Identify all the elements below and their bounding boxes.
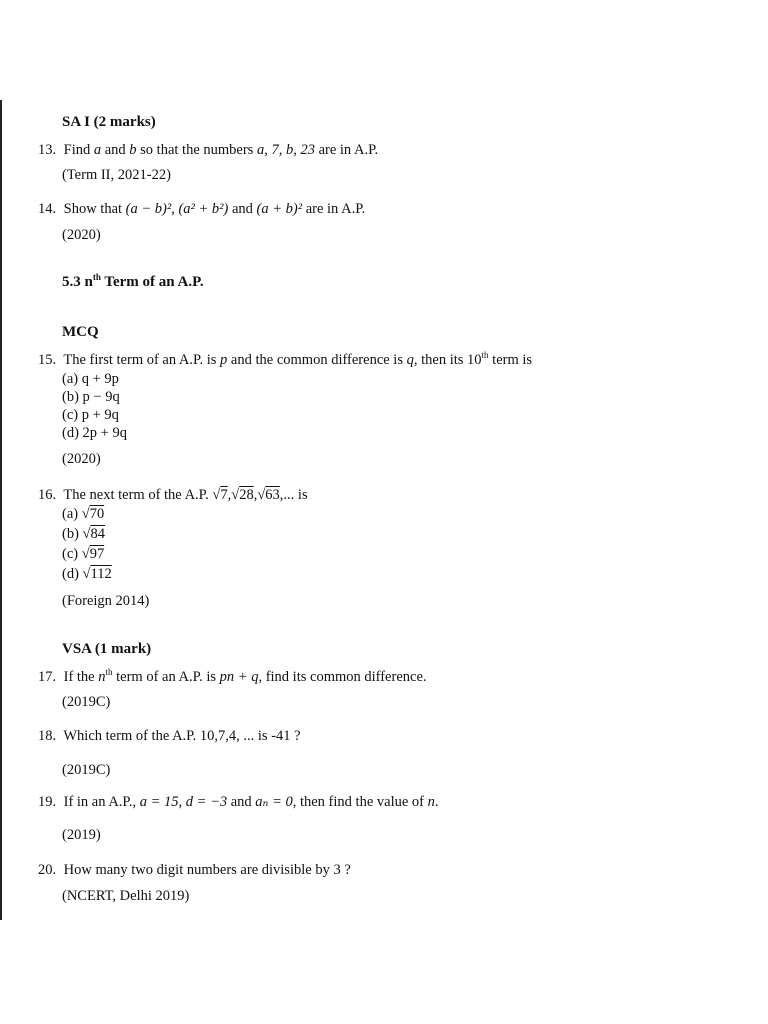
question-text: . xyxy=(434,794,439,810)
question-number: 18. xyxy=(38,728,57,744)
sqrt-icon: √ xyxy=(82,566,91,582)
question-19-source: (2019) xyxy=(62,827,101,843)
question-text: ,... is xyxy=(279,487,308,503)
question-number: 16. xyxy=(38,487,57,503)
sqrt-icon: √ xyxy=(81,546,90,562)
question-number: 13. xyxy=(38,142,57,158)
math-var: p xyxy=(220,352,228,368)
question-16 xyxy=(38,486,308,504)
option-b xyxy=(62,525,105,543)
question-text: If in an A.P., xyxy=(63,794,140,810)
math-var: a xyxy=(93,142,102,158)
question-text: Show that xyxy=(63,201,126,217)
comma: , xyxy=(253,487,258,503)
question-14-source: (2020) xyxy=(62,227,101,243)
option-b: (b) p − 9q xyxy=(62,389,120,405)
question-18 xyxy=(38,727,301,745)
question-15 xyxy=(38,351,532,369)
option-label: (a) xyxy=(62,506,82,522)
math-expression: (a − b)² xyxy=(125,201,172,217)
question-20-source: (NCERT, Delhi 2019) xyxy=(62,888,190,904)
question-text: , then find the value of xyxy=(292,794,428,810)
math-expression: a, 7, b, 23 xyxy=(256,142,315,158)
question-text: and xyxy=(228,201,257,217)
topic-heading xyxy=(62,273,204,291)
page-left-border xyxy=(0,100,2,920)
question-17-source: (2019C) xyxy=(62,694,111,710)
question-text: term of an A.P. is xyxy=(112,669,220,685)
option-d: (d) 2p + 9q xyxy=(62,425,127,441)
question-text: are in A.P. xyxy=(302,201,366,217)
radicand: 7 xyxy=(220,487,228,503)
option-label: (b) xyxy=(62,526,83,542)
question-text: , find its common difference. xyxy=(258,669,427,685)
sqrt-icon: √ xyxy=(257,487,266,503)
math-expression: (a + b)² xyxy=(256,201,303,217)
sqrt-icon: √ xyxy=(82,526,91,542)
superscript: th xyxy=(105,667,113,678)
radicand: 97 xyxy=(89,546,105,562)
option-c: (c) p + 9q xyxy=(62,407,119,423)
radicand: 28 xyxy=(239,487,254,503)
question-text: and xyxy=(101,142,130,158)
math-var: n xyxy=(427,794,435,810)
question-text: If the xyxy=(63,669,99,685)
question-15-source: (2020) xyxy=(62,451,101,467)
question-text: are in A.P. xyxy=(314,142,379,158)
option-d xyxy=(62,565,112,583)
radicand: 63 xyxy=(265,487,280,503)
section-heading-mcq: MCQ xyxy=(62,324,99,340)
option-label: (c) xyxy=(62,546,82,562)
question-text: The next term of the A.P. xyxy=(63,487,213,503)
question-text: Which term of the A.P. 10,7,4, ... is -41 ? xyxy=(63,728,301,744)
option-a: (a) q + 9p xyxy=(62,371,119,387)
question-18-source: (2019C) xyxy=(62,762,111,778)
question-17 xyxy=(38,668,427,686)
option-a xyxy=(62,505,104,523)
question-text: so that the numbers xyxy=(136,142,257,158)
question-number: 17. xyxy=(38,669,57,685)
question-text: , xyxy=(171,201,179,217)
math-expression: aₙ = 0 xyxy=(255,794,293,810)
question-14 xyxy=(38,200,365,218)
question-number: 14. xyxy=(38,201,57,217)
question-text: Find xyxy=(63,142,94,158)
math-var: n xyxy=(98,669,106,685)
sqrt-icon: √ xyxy=(231,487,240,503)
math-expression: pn + q xyxy=(219,669,259,685)
question-13-source: (Term II, 2021-22) xyxy=(62,167,171,183)
question-number: 20. xyxy=(38,862,57,878)
question-text: and the common difference is xyxy=(227,352,407,368)
option-label: (d) xyxy=(62,566,83,582)
question-number: 15. xyxy=(38,352,57,368)
topic-number: 5.3 n xyxy=(62,274,93,290)
question-16-source: (Foreign 2014) xyxy=(62,593,150,609)
question-text: term is xyxy=(488,352,533,368)
superscript: th xyxy=(92,272,101,282)
topic-title: Term of an A.P. xyxy=(100,274,204,290)
math-expression: (a² + b²) xyxy=(178,201,229,217)
radicand: 70 xyxy=(89,506,105,522)
question-13 xyxy=(38,141,378,159)
question-19 xyxy=(38,793,438,811)
option-c xyxy=(62,545,104,563)
section-heading-sa1: SA I (2 marks) xyxy=(62,114,156,130)
math-var: b xyxy=(129,142,137,158)
comma: , xyxy=(227,487,232,503)
question-text: The first term of an A.P. is xyxy=(63,352,221,368)
question-number: 19. xyxy=(38,794,57,810)
question-text: and xyxy=(227,794,256,810)
radicand: 112 xyxy=(90,566,112,582)
question-20 xyxy=(38,861,351,879)
sqrt-icon: √ xyxy=(81,506,90,522)
superscript: th xyxy=(481,350,489,361)
radicand: 84 xyxy=(90,526,106,542)
section-heading-vsa: VSA (1 mark) xyxy=(62,641,152,657)
sqrt-icon: √ xyxy=(212,487,221,503)
math-expression: a = 15, d = −3 xyxy=(139,794,228,810)
math-var: q xyxy=(406,352,414,368)
question-text: How many two digit numbers are divisible by 3 ? xyxy=(63,862,351,878)
question-text: , then its 10 xyxy=(413,352,482,368)
